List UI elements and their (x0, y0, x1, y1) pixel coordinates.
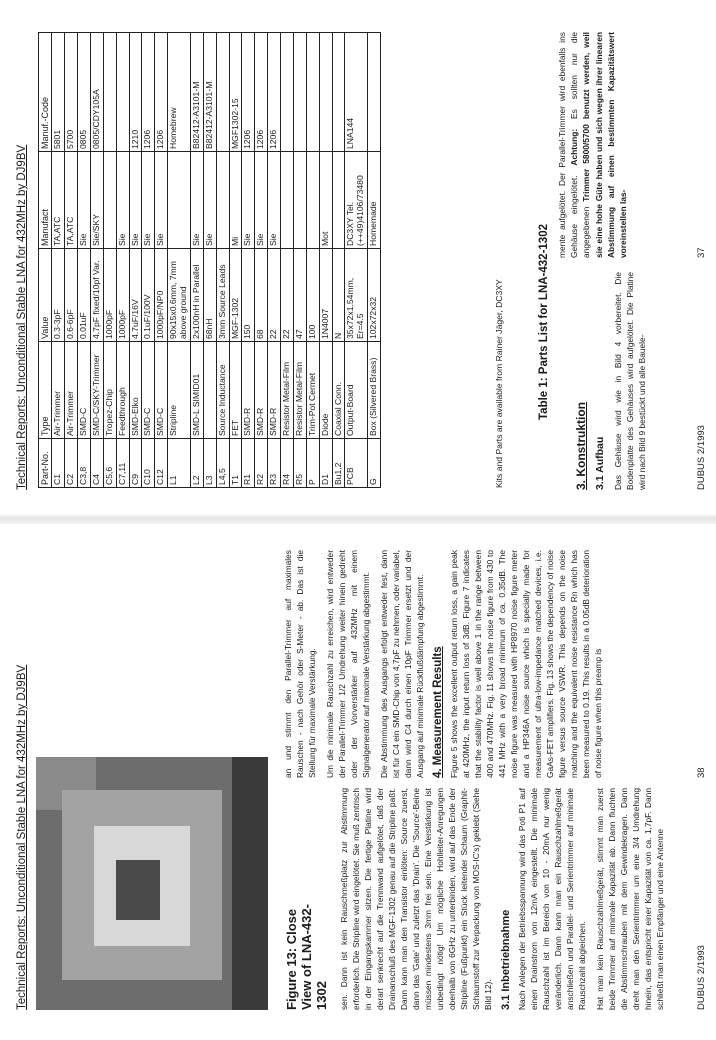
table-cell: 22 (268, 249, 281, 342)
table-cell: 1206 (268, 33, 281, 152)
table-cell: 22 (281, 249, 294, 342)
table-cell: Box (Silvered Brass) (368, 342, 381, 439)
table-row (155, 33, 168, 488)
parts-list-table (38, 32, 381, 488)
table-cell: 0.3-3pF (52, 249, 65, 342)
table-cell (332, 33, 345, 152)
table-cell: Sie (142, 152, 155, 249)
table-cell: 0805 (78, 33, 91, 152)
column-header: Value (39, 249, 52, 342)
table-row (90, 33, 103, 488)
table-cell: Resistor Metal-Film (293, 342, 306, 439)
lna-photo (36, 757, 268, 1010)
table-cell: SMD-C (142, 342, 155, 439)
table-cell: 1210 (129, 33, 142, 152)
table-cell: SMD-L SIMID01 (190, 342, 203, 439)
table-cell: Trim-Pot Cermet (306, 342, 319, 439)
table-cell: Sie (78, 152, 91, 249)
table-cell: T1 (229, 439, 242, 488)
table-cell: C3,8 (78, 439, 91, 488)
table-row (142, 33, 155, 488)
table-cell: SMD-R (268, 342, 281, 439)
table-cell: Tropez-Chip (103, 342, 116, 439)
table-cell: L2 (190, 439, 203, 488)
table-cell: Air-Trimmer (65, 342, 78, 439)
table-cell (319, 33, 332, 152)
body-text-left (338, 788, 672, 1010)
table-cell: L4,5 (216, 439, 229, 488)
warning-text: Trimmer 5800/5700 benutzt werden, weil sie eine hohe Güte haben und sich wegen ihrer linearen Abstimmung auf einen bestimmten Kapazitätswert voreinstellen las- (581, 32, 629, 258)
table-cell (216, 33, 229, 152)
table-cell: 4.7uF/16V (129, 249, 142, 342)
table-row (203, 33, 216, 488)
column-header: Manuf.-Code (39, 33, 52, 152)
running-head: Technical Reports: Unconditional Stable LNA for 432MHz by DJ9BV (16, 664, 28, 1010)
table-cell: SMD-C (155, 342, 168, 439)
table-cell: Sie (155, 152, 168, 249)
table-cell: SMD-C/SKY-Trimmer (90, 342, 103, 439)
table-cell: Homebrew (168, 33, 191, 152)
table-cell: 1N4007 (319, 249, 332, 342)
table-header-row (39, 33, 52, 488)
paragraph: Die Abstimmung des Ausgangs erfolgt entweder fest, dann ist für C4 ein SMD-Chip von 4,7pF zu nehmen, oder variabel, dann wird C4 durch einen 10pF Trimmer ersetzt und der Ausgang auf minimale Rückflußdämpfung abgestimmt. (379, 550, 425, 778)
footer-issue: DUBUS 2/1993 (696, 425, 707, 490)
section-heading: 3. Konstruktion (574, 401, 588, 490)
table-cell: Sie (255, 152, 268, 249)
table-row (255, 33, 268, 488)
table-cell (116, 33, 129, 152)
paragraph: sen. Dann ist kein Rauschmeßplatz zur Abstimmung erforderlich. Die Stripline wird eingelötet. Sie muß zentrisch in der Eingangskammer sitzen. Die fertige Platine wird derart senkrecht auf die Trennwand aufgelötet, daß der Drainanschluß des MGF-1302 genau auf die Stripline paßt. Dann kann man den Transistor einlöten: Source zuerst, dann das 'Gate' und zuletzt das 'Drain'. Die 'Source'-Beine müssen mindestens 3mm frei sein. Eine Verstärkung ist unbedingt nötig! Um mögliche Hohlleiter-Anregungen oberhalb von 6GHz zu unterbinden, wird auf das Ende der Stripline (Fußpunkt) ein Stück leitender Schaum (Graphit-Schaumstoff zur Verpackung von MOS-IC's) geklebt (Siehe Bild 12). (339, 788, 493, 1010)
table-cell (103, 33, 116, 152)
table-cell: 0805/CDY105A (90, 33, 103, 152)
table-row (281, 33, 294, 488)
table-row (229, 33, 242, 488)
table-cell: Resistor Metal-Film (281, 342, 294, 439)
table-cell (203, 342, 216, 439)
body-text-right (556, 32, 629, 258)
table-cell: Output-Board (345, 342, 368, 439)
table-cell: Air-Trimmer (52, 342, 65, 439)
parts-table-body (52, 33, 381, 488)
table-cell: 90x15x0.6mm, 7mm above ground (168, 249, 191, 342)
table-cell: L3 (203, 439, 216, 488)
table-cell: Sie (190, 152, 203, 249)
table-cell: Stripline (168, 342, 191, 439)
table-cell: C1 (52, 439, 65, 488)
footer-issue: DUBUS 2/1993 (696, 945, 707, 1010)
table-cell: P (306, 439, 319, 488)
table-cell: Feedthrough (116, 342, 129, 439)
running-head: Technical Reports: Unconditional Stable LNA for 432MHz by DJ9BV (16, 144, 28, 490)
paragraph: Hat man kein Rauschzahlmeßgerät, stimmt man zuerst beide Trimmer auf minimale Kapazität ab. Dann fluchten die Abstimmschrauben mit dem Gewindekragen. Dann dreht man den Serientrimmer um eine 3/4 Umdrehung hinein, das entspricht einer Kapazität von ca. 1,7pF. Dann schließt man einen Empfänger und eine Antenne (595, 788, 665, 1010)
table-cell: Sie (242, 152, 255, 249)
table-cell: C12 (155, 439, 168, 488)
table-row (319, 33, 332, 488)
body-text-left: Das Gehäuse wird wie in Bild 4 vorbereitet. Die Bodenplatte des Gehäuses wird aufgelötet. Die Platine wird nach Bild 9 bestückt und alle Bauele- (613, 272, 647, 490)
table-cell: C4 (90, 439, 103, 488)
table-cell (293, 152, 306, 249)
table-cell: B82412-A3101-M (190, 33, 203, 152)
table-cell: R3 (268, 439, 281, 488)
table-cell: 1000pF (116, 249, 129, 342)
table-row (129, 33, 142, 488)
table-row (332, 33, 345, 488)
table-row (168, 33, 191, 488)
text-run: mente aufgelötet. Der Parallel-Trimmer wird ebenfalls ins Gehäuse eingelötet. (557, 32, 580, 258)
table-cell (293, 33, 306, 152)
table-cell: G (368, 439, 381, 488)
table-cell: 2x100nH in Parallel (190, 249, 203, 342)
table-cell: 1206 (155, 33, 168, 152)
table-cell: R2 (255, 439, 268, 488)
table-cell: D1 (319, 439, 332, 488)
table-cell: R5 (293, 439, 306, 488)
table-cell (168, 152, 191, 249)
table-cell: 68nH (203, 249, 216, 342)
table-cell (281, 33, 294, 152)
table-caption: Table 1: Parts List for LNA-432-1302 (538, 224, 550, 420)
table-cell: 0.6-6pF (65, 249, 78, 342)
table-cell: C7,11 (116, 439, 129, 488)
warning-label: Achtung: (569, 128, 580, 166)
paragraph: an und stimmt den Parallel-Trimmer auf maximales Rauschen - nach Gehör oder S-Meter - ab. Das ist die Stellung für maximale Verstärkung. (283, 550, 317, 778)
table-cell: 5700 (65, 33, 78, 152)
table-cell: C10 (142, 439, 155, 488)
table-row (242, 33, 255, 488)
table-cell: Mi (229, 152, 242, 249)
table-row (368, 33, 381, 488)
table-cell (103, 152, 116, 249)
table-cell: B82412-A3101-M (203, 33, 216, 152)
column-header: Manufact (39, 152, 52, 249)
table-cell: 150 (242, 249, 255, 342)
table-cell: Sie (116, 152, 129, 249)
table-cell: C2 (65, 439, 78, 488)
table-cell: SMD-Elko (129, 342, 142, 439)
table-cell: Diode (319, 342, 332, 439)
table-cell: TA,ATC (52, 152, 65, 249)
table-cell: 5801 (52, 33, 65, 152)
kits-note: Kits and Parts are available from Rainer Jäger, DC3XY (494, 279, 504, 488)
paragraph: Nach Anlegen der Betriebsspannung wird das Poti P1 auf einen Drainstrom von 12mA eingestellt. Die minimale Rauschzahl ist im Bereich von 10 - 20mA nur wenig veränderlich. Dann kann man ein Rauschzahlmeßgerät anschließen und Parallel- und Serientrimmer auf minimale Rauschzahl abgleichen. (517, 788, 587, 1010)
section-heading: 4. Measurement Results (432, 646, 444, 778)
table-cell: SMD-R (242, 342, 255, 439)
table-cell: 1000pF/NP0 (155, 249, 168, 342)
table-cell: 4.7pF fixed/10pf Var. (90, 249, 103, 342)
table-row (268, 33, 281, 488)
page-38 (0, 520, 716, 1040)
column-header: Part-No. (39, 439, 52, 488)
table-row (78, 33, 91, 488)
table-cell: LNA144 (345, 33, 368, 152)
table-cell: SMD-C (78, 342, 91, 439)
table-cell: Bu1,2 (332, 439, 345, 488)
table-cell: R1 (242, 439, 255, 488)
table-cell: L1 (168, 439, 191, 488)
table-cell: Sie (203, 152, 216, 249)
table-cell: PCB (345, 439, 368, 488)
table-cell: 3mm Source Leads (216, 249, 229, 342)
table-cell: Coaxial Conn. (332, 342, 345, 439)
table-cell: TA,ATC (65, 152, 78, 249)
table-row (293, 33, 306, 488)
body-text-right (282, 550, 610, 778)
table-row (306, 33, 319, 488)
table-row (116, 33, 129, 488)
page-number: 38 (696, 767, 707, 778)
table-cell: 0.01uF (78, 249, 91, 342)
table-cell (306, 33, 319, 152)
table-cell: DC3XY Tel. (++49)4106/73480 (345, 152, 368, 249)
table-cell: 102x72x32 (368, 249, 381, 342)
paragraph: Um die minimale Rauschzahl zu erreichen, wird entweder der Parallel-Trimmer 1/2 Umdrehung weiter hinein gedreht oder der Vorverstärker auf 432MHz mit einem Signalgenerator auf maximale Verstärkung abgestimmt. (325, 550, 371, 778)
table-cell: MGF1302-15 (229, 33, 242, 152)
table-cell (332, 152, 345, 249)
table-cell: Sie (129, 152, 142, 249)
table-cell: FET (229, 342, 242, 439)
subsection-heading: 3.1 Inbetriebnahme (500, 909, 512, 1010)
text-run: Es sollten nur die angegebenen (569, 32, 592, 258)
table-cell: R4 (281, 439, 294, 488)
table-cell: 1206 (142, 33, 155, 152)
table-cell: 68 (255, 249, 268, 342)
table-row (345, 33, 368, 488)
table-row (190, 33, 203, 488)
figure-caption: Figure 13: Close View of LNA-432-1302 (284, 904, 329, 1010)
paragraph: Figure 5 shows the excellent output return loss, a gain peak at 420MHz, the input return loss of 3dB. Figure 7 indicates that the stability factor is well above 1 in the range between 400 and 470MHz. Fig. 11 shows the noise figure from 430 to 441 MHz with a very broad minimum of ca. 0.35dB. The noise figure was measured with HP8970 noise figure meter and a HP346A noise source which is specially made for measurement of ultra-low-impedance matched devices, i.e. GaAs-FET amplifiers. Fig. 13 shows the dependency of noise figure versus source VSWR. This depends on the noise matching and the equivalent noise resistance Rn which has been measured to 0.19. This results in a 0.05dB deterioration of noise figure when this preamp is (449, 550, 603, 778)
table-row (65, 33, 78, 488)
table-row (103, 33, 116, 488)
table-cell: SMD-R (255, 342, 268, 439)
table-cell: 1206 (242, 33, 255, 152)
column-header: Type (39, 342, 52, 439)
table-cell: N (332, 249, 345, 342)
table-row (216, 33, 229, 488)
table-cell: Sie/SKY (90, 152, 103, 249)
table-cell: C5,6 (103, 439, 116, 488)
subsection-heading: 3.1 Aufbau (594, 436, 606, 490)
table-cell: 100 (306, 249, 319, 342)
table-cell: Mot (319, 152, 332, 249)
table-cell: 35x72x1.54mm, Er=4.5 (345, 249, 368, 342)
table-cell: 1000pF (103, 249, 116, 342)
table-cell: MGF-1302 (229, 249, 242, 342)
table-cell (281, 152, 294, 249)
table-cell: Source Inductance (216, 342, 229, 439)
table-cell: C9 (129, 439, 142, 488)
table-cell: 47 (293, 249, 306, 342)
page-number: 37 (696, 247, 707, 258)
table-cell (216, 152, 229, 249)
table-cell: Homemade (368, 152, 381, 249)
table-cell: 0.1uF/100V (142, 249, 155, 342)
page-38-region (0, 520, 716, 1040)
table-cell: Sie (268, 152, 281, 249)
table-cell: 1206 (255, 33, 268, 152)
table-cell (306, 152, 319, 249)
page-fold-divider (0, 514, 716, 524)
table-cell (368, 33, 381, 152)
table-row (52, 33, 65, 488)
